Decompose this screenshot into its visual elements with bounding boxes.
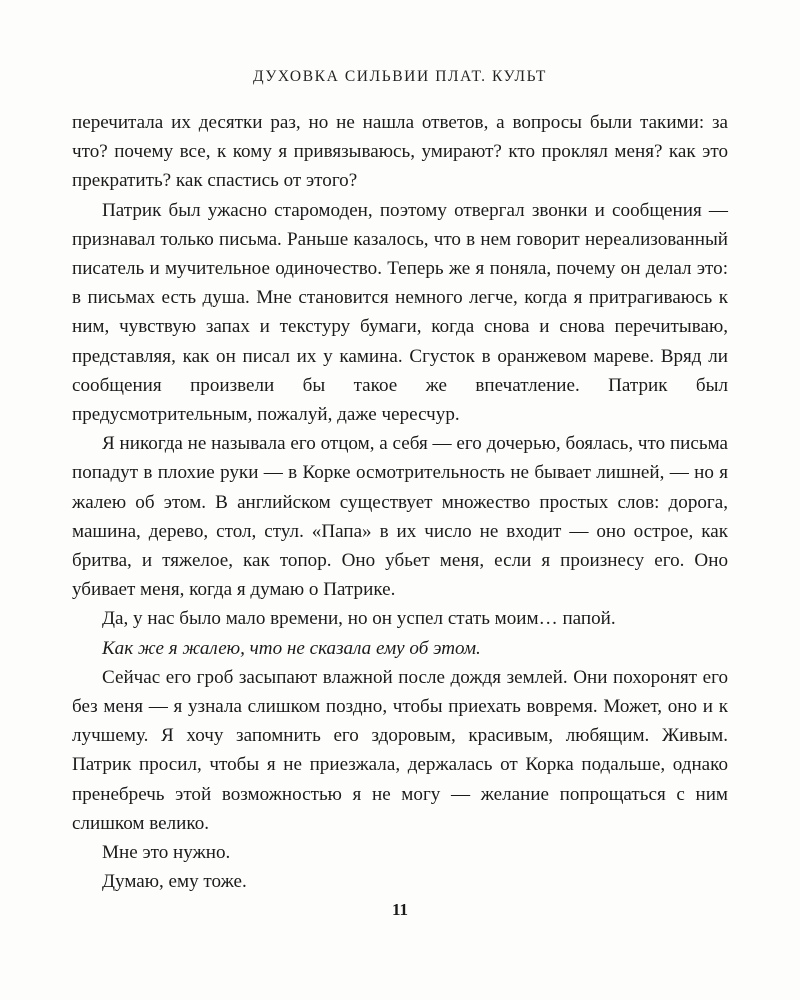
paragraph: перечитала их десятки раз, но не нашла ответов, а вопросы были такими: за что? почему все, к кому я привязываюсь, умирают? кто проклял меня? как это прекратить? как спастись от этого? — [72, 112, 728, 192]
page-number: 11 — [391, 900, 409, 919]
paragraph: Да, у нас было мало времени, но он успел стать моим… папой. — [102, 608, 616, 630]
paragraph: Патрик был ужасно старомоден, поэтому отвергал звонки и сообщения — признавал только письма. Раньше казалось, что в нем говорит нереализованный писатель и мучительное одиночество. Теперь же я поняла, почему он делал это: в письмах есть душа. Мне становится немного легче, когда я притрагиваюсь к ним, чувствую запах и текстуру бумаги, когда снова и снова перечитываю, представляя, как он писал их у камина. Сгусток в оранжевом мареве. Вряд ли сообщения произвели бы такое же впечатление. Патрик был предусмотрительным, пожалуй, даже чересчур. — [72, 199, 728, 426]
paragraph: Думаю, ему тоже. — [102, 871, 247, 893]
paragraph: Сейчас его гроб засыпают влажной после дождя землей. Они похоронят его без меня — я узнала слишком поздно, чтобы приехать вовремя. Может, оно и к лучшему. Я хочу запомнить его здоровым, красивым, любящим. Живым. Патрик просил, чтобы я не приезжала, держалась от Корка подальше, однако пренебречь этой возможностью я не могу — желание попрощаться с ним слишком велико. — [72, 666, 728, 834]
paragraph: Я никогда не называла его отцом, а себя — его дочерью, боялась, что письма попадут в плохие руки — в Корке осмотрительность не бывает лишней, — но я жалею об этом. В английском существует множество простых слов: дорога, машина, дерево, стол, стул. «Папа» в их число не входит — оно острое, как бритва, и тяжелое, как топор. Оно убьет меня, если я произнесу его. Оно убивает меня, когда я думаю о Патрике. — [72, 433, 728, 601]
body-text — [72, 108, 728, 896]
paragraph-italic: Как же я жалею, что не сказала ему об этом. — [102, 637, 481, 659]
paragraph: Мне это нужно. — [102, 842, 231, 864]
running-head: ДУХОВКА СИЛЬВИИ ПЛАТ. КУЛЬТ — [252, 68, 547, 85]
